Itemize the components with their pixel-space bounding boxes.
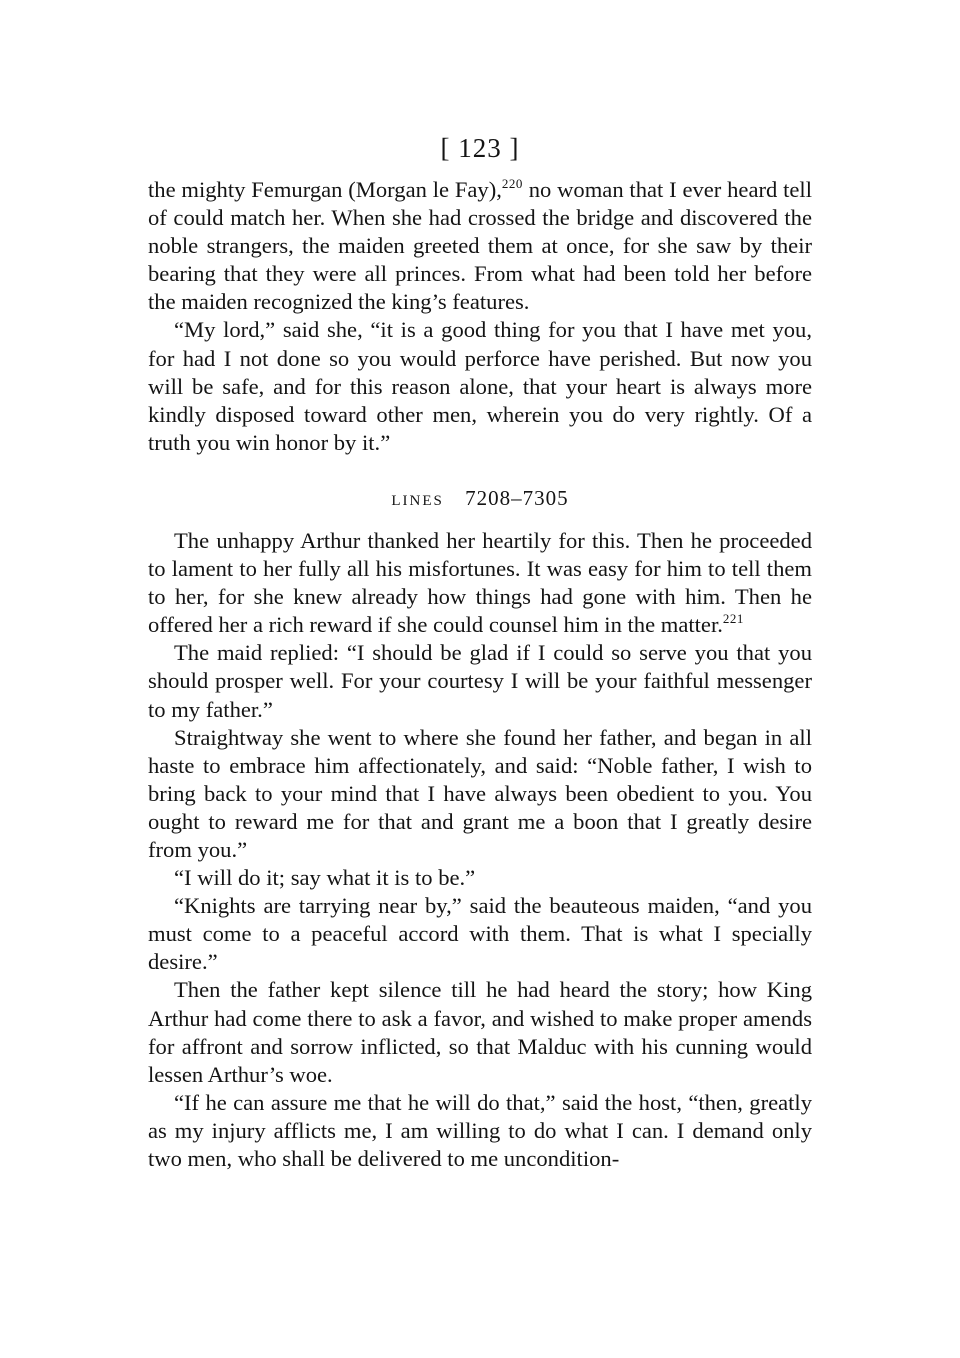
- paragraph-text: The unhappy Arthur thanked her heartily for this. Then he proceeded to lament to her fully all his misfortunes. It was easy for him to tell them to her, for she knew already how things had gone with him. Then he offered her a rich reward if she could counsel him in the matter.: [148, 527, 812, 638]
- paragraph: “If he can assure me that he will do that,” said the host, “then, greatly as my injury afflicts me, I am willing to do what I can. I demand only two men, who shall be delivered to me uncondition-: [148, 1089, 812, 1171]
- footnote-ref-221[interactable]: 221: [722, 611, 744, 627]
- paragraph-continuation: [148, 176, 812, 316]
- paragraph-text: the mighty Femurgan (Morgan le Fay),: [148, 177, 502, 202]
- paragraph: “I will do it; say what it is to be.”: [174, 865, 476, 891]
- paragraph: Then the father kept silence till he had heard the story; how King Arthur had come there to ask a favor, and wished to make proper amends for affront and sorrow inflicted, so that Malduc with his cunning would lessen Arthur’s woe.: [148, 977, 812, 1087]
- section-heading-range: 7208–7305: [465, 485, 569, 510]
- footnote-ref-220[interactable]: 220: [501, 176, 523, 191]
- page-number: [ 123 ]: [440, 133, 520, 163]
- section-heading: [148, 484, 812, 515]
- paragraph: “Knights are tarrying near by,” said the beauteous maiden, “and you must come to a peaceful accord with them. That is what I specially desire.”: [148, 893, 812, 975]
- paragraph: [148, 527, 812, 639]
- main-text: [148, 176, 812, 1173]
- paragraph: “My lord,” said she, “it is a good thing for you that I have met you, for had I not done so you would perforce have perished. But now you will be safe, and for this reason alone, that your heart is always more kindly disposed toward other men, wherein you do very rightly. Of a truth you win honor by it.”: [148, 317, 812, 455]
- paragraph: Straightway she went to where she found her father, and began in all haste to embrace him affectionately, and said: “Noble father, I wish to bring back to your mind that I have always been obedient to you. You ought to reward me for that and grant me a boon that I greatly desire from you.”: [148, 724, 812, 862]
- paragraph-text: no woman that I ever heard tell of could match her. When she had crossed the bridge and discovered the noble strangers, the maiden greeted them at once, for she saw by their bearing that they were all princes. From what had been told her before the maiden recognized the king’s features.: [148, 177, 812, 315]
- paragraph: The maid replied: “I should be glad if I could so serve you that you should prosper well. For your courtesy I will be your faithful messenger to my father.”: [148, 640, 812, 722]
- section-heading-label: LINES: [391, 492, 444, 509]
